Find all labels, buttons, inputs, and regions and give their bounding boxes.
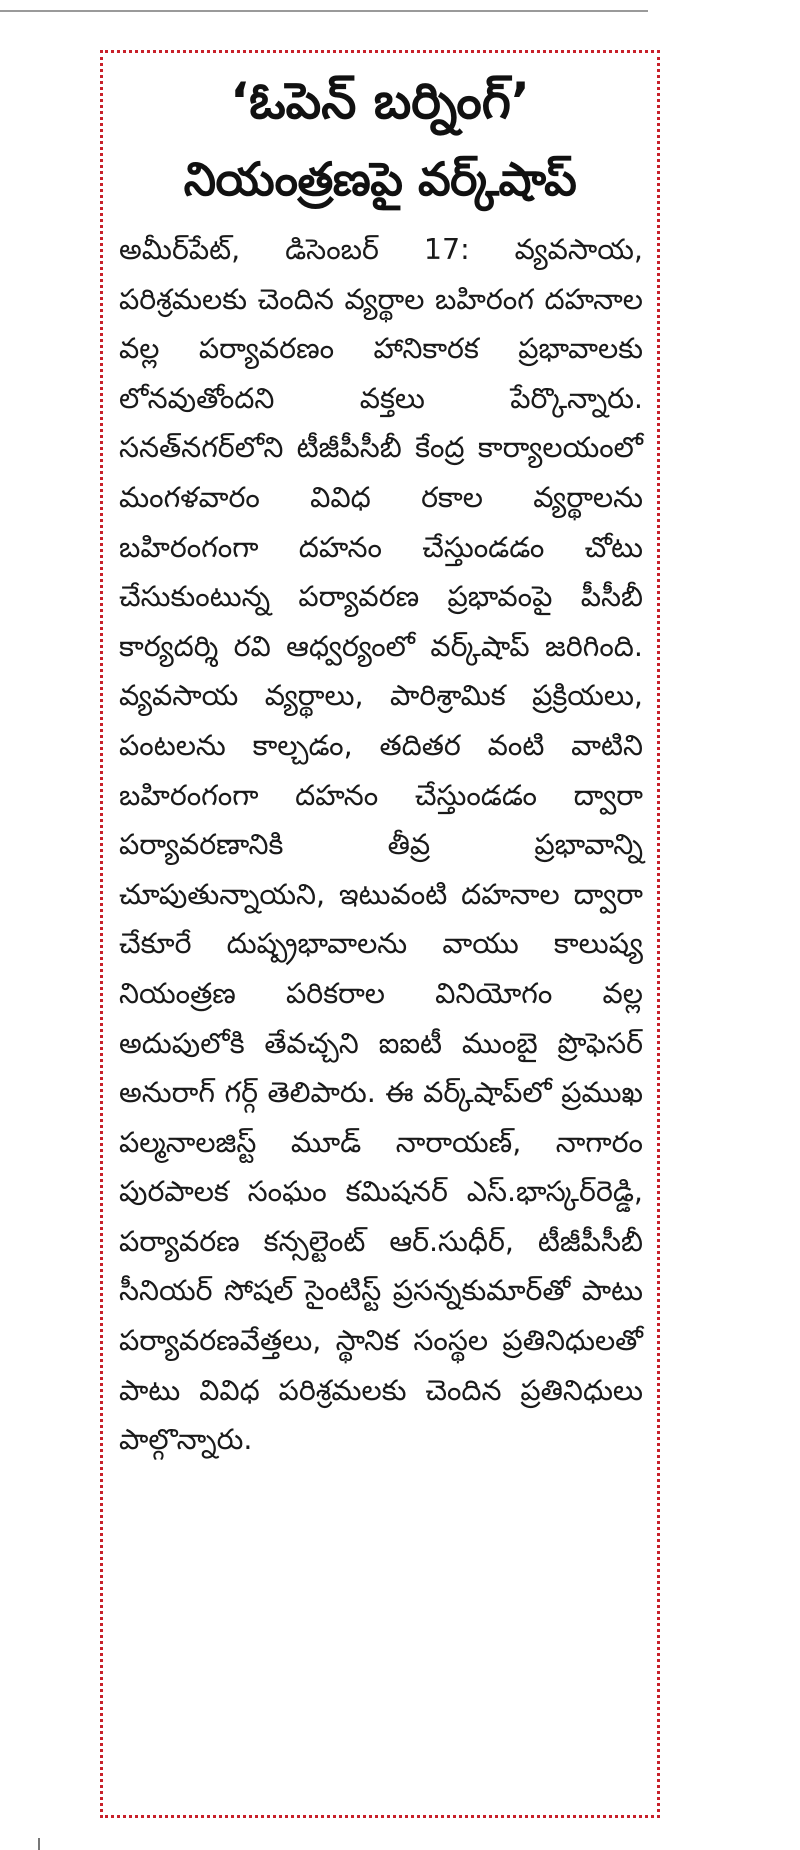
headline-line-1: ‘ఓపెన్ బర్నింగ్’ — [230, 72, 530, 130]
article-body: అమీర్‌పేట్, డిసెంబర్ 17: వ్యవసాయ, పరిశ్రమలకు చెందిన వ్యర్థాల బహిరంగ దహనాల వల్ల పర్యావరణం హానికారక ప్రభావాలకు లోనవుతోందని వక్తలు పేర్కొన్నారు. సనత్‌నగర్‌లోని టీజీపీసీబీ కేంద్ర కార్యాలయంలో మంగళవారం వివిధ రకాల వ్యర్థాలను బహిరంగంగా దహనం చేస్తుండడం చోటు చేసుకుంటున్న పర్యావరణ ప్రభావంపై పీసీబీ కార్యదర్శి రవి ఆధ్వర్యంలో వర్క్‌షాప్ జరిగింది. వ్యవసాయ వ్యర్థాలు, పారిశ్రామిక ప్రక్రియలు, పంటలను కాల్చడం, తదితర వంటి వాటిని బహిరంగంగా దహనం చేస్తుండడం ద్వారా పర్యావరణానికి తీవ్ర ప్రభావాన్ని చూపుతున్నాయని, ఇటువంటి దహనాల ద్వారా చేకూరే దుష్ప్రభావాలను వాయు కాలుష్య నియంత్రణ పరికరాల వినియోగం వల్ల అదుపులోకి తేవచ్చని ఐఐటీ ముంబై ప్రొఫెసర్ అనురాగ్ గర్గ్ తెలిపారు. ఈ వర్క్‌షాప్‌లో ప్రముఖ పల్మనాలజిస్ట్ మూడ్ నారాయణ్, నాగారం పురపాలక సంఘం కమిషనర్ ఎస్.భాస్కర్‌రెడ్డి, పర్యావరణ కన్సల్టెంట్ ఆర్.సుధీర్, టీజీపీసీబీ సీనియర్ సోషల్ సైంటిస్ట్ ప్రసన్నకుమార్‌తో పాటు పర్యావరణవేత్తలు, స్థానిక సంస్థల ప్రతినిధులతో పాటు వివిధ పరిశ్రమలకు చెందిన ప్రతినిధులు పాల్గొన్నారు. — [119, 233, 643, 1457]
news-clipping — [100, 50, 660, 1818]
headline-line-2: నియంత్రణపై వర్క్‌షాప్ — [183, 152, 577, 206]
page-top-rule — [0, 10, 648, 12]
page-bottom-mark — [38, 1838, 40, 1850]
